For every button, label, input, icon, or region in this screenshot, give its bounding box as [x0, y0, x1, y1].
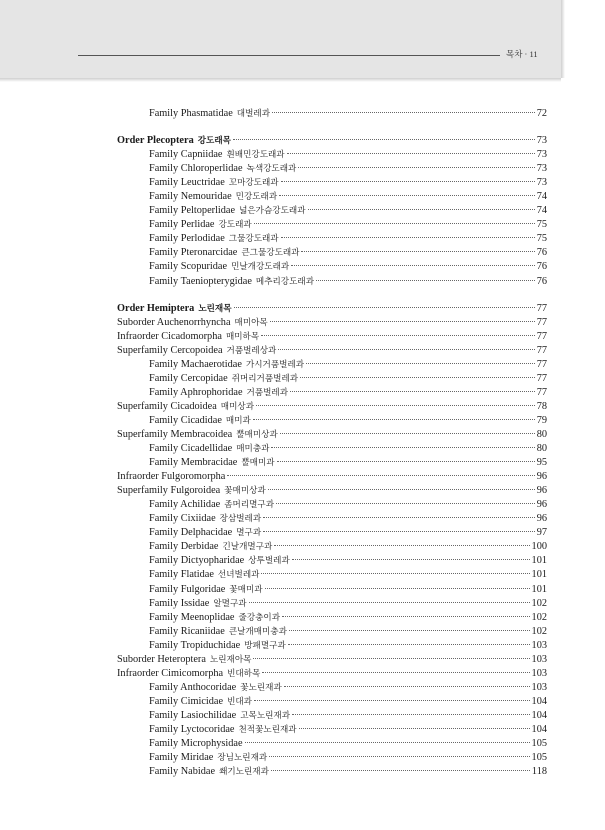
toc-dot-leader — [281, 237, 535, 238]
toc-entry-title: Infraorder Cimicomorpha — [117, 667, 224, 679]
toc-dot-leader — [288, 644, 530, 645]
toc-entry[interactable] — [117, 568, 547, 582]
toc-entry-title: Family Cicadidae — [149, 414, 222, 426]
toc-entry-title: Family Peltoperlidae — [149, 205, 236, 217]
toc-entry-korean-name: 꽃노린재과 — [240, 682, 282, 693]
toc-dot-leader — [234, 307, 535, 308]
toc-entry[interactable] — [117, 260, 547, 274]
toc-page-number: 105 — [531, 752, 547, 764]
header-shadow — [0, 78, 561, 82]
toc-entry-korean-name: 줄강충이과 — [238, 612, 281, 623]
toc-dot-leader — [261, 335, 535, 336]
toc-entry-title: Family Chloroperlidae — [149, 163, 243, 175]
toc-dot-leader — [263, 517, 535, 518]
toc-entry-title: Family Nemouridae — [149, 191, 232, 203]
toc-entry-korean-name: 쐐기노린재과 — [219, 767, 269, 778]
toc-entry-title: Superfamily Fulgoroidea — [117, 485, 221, 497]
toc-dot-leader — [300, 377, 535, 378]
toc-entry[interactable] — [117, 316, 547, 330]
toc-page-number: 77 — [536, 316, 547, 328]
toc-dot-leader — [233, 139, 535, 140]
toc-dot-leader — [282, 616, 530, 617]
toc-dot-leader — [256, 405, 535, 406]
toc-dot-leader — [292, 559, 530, 560]
toc-entry-korean-name: 넓은가슴강도래과 — [239, 206, 306, 217]
toc-page-number: 101 — [531, 555, 547, 567]
toc-entry-korean-name: 가시거품벌레과 — [245, 359, 305, 370]
toc-entry[interactable] — [117, 498, 547, 512]
toc-entry-korean-name: 장님노린재과 — [217, 753, 268, 764]
toc-entry-korean-name: 강도래과 — [218, 220, 252, 231]
toc-entry-title: Family Microphysidae — [149, 738, 243, 750]
toc-dot-leader — [292, 714, 530, 715]
toc-dot-leader — [301, 251, 534, 252]
toc-page-number: 103 — [531, 653, 547, 665]
toc-entry[interactable] — [117, 134, 547, 148]
toc-dot-leader — [290, 391, 535, 392]
toc-entry-korean-name: 노린재아목 — [209, 654, 252, 665]
toc-dot-leader — [263, 531, 535, 532]
toc-entry-korean-name: 뿔매미상과 — [236, 429, 278, 440]
toc-entry-title: Family Fulgoridae — [149, 583, 226, 595]
toc-page-number: 103 — [531, 639, 547, 651]
toc-entry-korean-name: 거품벌레상과 — [226, 345, 277, 356]
toc-entry[interactable] — [117, 302, 547, 316]
toc-entry-korean-name: 강도래목 — [197, 136, 231, 147]
toc-entry-korean-name: 매미하목 — [225, 331, 260, 342]
toc-entry[interactable] — [117, 709, 547, 723]
toc-dot-leader — [278, 349, 534, 350]
toc-page-number: 73 — [536, 177, 547, 189]
toc-entry[interactable] — [117, 218, 547, 232]
toc-dot-leader — [316, 280, 535, 281]
toc-entry[interactable] — [117, 540, 547, 554]
toc-entry-korean-name: 흰배민강도래과 — [226, 150, 285, 161]
toc-entry-title: Family Meenoplidae — [149, 611, 235, 623]
toc-entry[interactable] — [117, 597, 547, 611]
toc-page-number: 75 — [536, 219, 547, 231]
toc-entry-title: Family Cixiidae — [149, 513, 216, 525]
toc-page-number: 104 — [531, 695, 547, 707]
toc-page-number: 96 — [536, 471, 547, 483]
toc-page-number: 77 — [536, 330, 547, 342]
toc-entry-korean-name: 민날개강도래과 — [231, 262, 290, 273]
toc-page-number: 101 — [531, 583, 547, 595]
toc-page-number: 76 — [536, 247, 547, 259]
toc-entry-korean-name: 그물강도래과 — [228, 234, 279, 245]
toc-entry-title: Family Pteronarcidae — [149, 247, 238, 259]
header-edge-shadow — [561, 0, 565, 78]
toc-page-number: 73 — [536, 163, 547, 175]
toc-entry-title: Family Ricaniidae — [149, 625, 225, 637]
toc-entry[interactable] — [117, 653, 547, 667]
toc-entry-korean-name: 천적꽃노린재과 — [238, 724, 297, 735]
toc-entry-title: Order Plecoptera — [117, 135, 194, 147]
toc-entry[interactable] — [117, 176, 547, 190]
toc-dot-leader — [227, 475, 534, 476]
toc-entry[interactable] — [117, 765, 547, 779]
toc-dot-leader — [268, 489, 535, 490]
toc-page-number: 79 — [536, 414, 547, 426]
toc-entry-korean-name: 대벌레과 — [236, 109, 271, 119]
toc-entry-korean-name: 거품벌레과 — [246, 387, 289, 398]
toc-page-number: 105 — [531, 738, 547, 750]
toc-page-number: 102 — [531, 625, 547, 637]
toc-entry[interactable] — [117, 737, 547, 751]
header-rule — [78, 55, 500, 56]
toc-entry[interactable] — [117, 526, 547, 540]
toc-dot-leader — [274, 545, 529, 546]
toc-dot-leader — [253, 658, 529, 659]
toc-entry-title: Order Hemiptera — [117, 302, 195, 314]
toc-entry-title: Family Perlidae — [149, 219, 215, 231]
toc-dot-leader — [245, 742, 530, 743]
toc-entry-korean-name: 고목노린재과 — [240, 710, 291, 721]
toc-page-number: 74 — [536, 191, 547, 203]
toc-entry-title: Superfamily Membracoidea — [117, 428, 233, 440]
toc-entry[interactable] — [117, 639, 547, 653]
toc-dot-leader — [276, 503, 535, 504]
toc-page-number: 103 — [531, 681, 547, 693]
toc-entry-title: Family Cimicidae — [149, 695, 224, 707]
toc-entry-title: Family Anthocoridae — [149, 681, 237, 693]
toc-dot-leader — [299, 728, 530, 729]
toc-page-number: 73 — [536, 149, 547, 161]
toc-entry[interactable] — [117, 148, 547, 162]
toc-entry-title: Superfamily Cicadoidea — [117, 400, 217, 412]
toc-entry[interactable] — [117, 330, 547, 344]
toc-entry-title: Suborder Heteroptera — [117, 653, 206, 665]
toc-entry-korean-name: 멸구과 — [236, 528, 262, 539]
toc-entry-title: Family Leuctridae — [149, 177, 225, 189]
toc-page-number: 104 — [531, 709, 547, 721]
toc-page-number: 102 — [531, 611, 547, 623]
toc-dot-leader — [249, 602, 530, 603]
toc-entry[interactable] — [117, 428, 547, 442]
toc-entry-title: Family Lyctocoridae — [149, 723, 235, 735]
toc-entry[interactable] — [117, 484, 547, 498]
toc-dot-leader — [261, 573, 529, 574]
toc-dot-leader — [265, 588, 530, 589]
toc-dot-leader — [254, 700, 530, 701]
toc-entry-korean-name: 꽃매미상과 — [224, 486, 266, 497]
toc-page-number: 77 — [536, 358, 547, 370]
toc-page-number: 96 — [536, 499, 547, 511]
toc-entry[interactable] — [117, 611, 547, 625]
toc-entry-korean-name: 매미충과 — [236, 444, 270, 455]
toc-entry[interactable] — [117, 107, 547, 121]
toc-entry[interactable] — [117, 456, 547, 470]
toc-entry-korean-name: 큰그물강도래과 — [241, 248, 300, 259]
toc-entry-korean-name: 노린재목 — [198, 303, 232, 314]
toc-dot-leader — [279, 195, 535, 196]
toc-page-number: 100 — [531, 541, 547, 553]
toc-entry-title: Infraorder Cicadomorpha — [117, 330, 222, 342]
toc-entry[interactable] — [117, 723, 547, 737]
toc-entry-korean-name: 뿔매미과 — [241, 458, 275, 469]
toc-page-number: 101 — [531, 569, 547, 581]
toc-page-number: 77 — [536, 344, 547, 356]
toc-dot-leader — [281, 181, 535, 182]
toc-page-number: 77 — [536, 372, 547, 384]
toc-entry-korean-name: 긴날개멸구과 — [222, 542, 273, 553]
toc-entry[interactable] — [117, 512, 547, 526]
toc-entry-title: Family Flatidae — [149, 569, 214, 581]
toc-entry-korean-name: 메추리강도래과 — [255, 276, 315, 287]
toc-entry-title: Family Dictyopharidae — [149, 555, 245, 567]
toc-page-number: 80 — [536, 443, 547, 455]
toc-entry-korean-name: 녹색강도래과 — [246, 164, 297, 175]
toc-entry[interactable] — [117, 681, 547, 695]
toc-entry-korean-name: 장삼벌레과 — [219, 514, 262, 525]
toc-dot-leader — [272, 112, 535, 113]
toc-entry-title: Family Scopuridae — [149, 261, 228, 273]
toc-entry-korean-name: 상투벌레과 — [248, 556, 290, 567]
toc-entry-title: Infraorder Fulgoromorpha — [117, 471, 226, 483]
toc-dot-leader — [277, 461, 535, 462]
toc-entry-korean-name: 빈대하목 — [227, 668, 261, 679]
toc-dot-leader — [253, 419, 535, 420]
toc-dot-leader — [306, 363, 535, 364]
toc-entry-title: Family Aphrophoridae — [149, 386, 243, 398]
toc-page-number: 75 — [536, 233, 547, 245]
toc-dot-leader — [262, 672, 529, 673]
toc-entry[interactable] — [117, 667, 547, 681]
toc-entry-title: Family Nabidae — [149, 766, 216, 778]
toc-entry-korean-name: 좀머리멸구과 — [224, 500, 275, 511]
toc-entry[interactable] — [117, 162, 547, 176]
toc-page-number: 95 — [536, 457, 547, 469]
toc-dot-leader — [254, 223, 535, 224]
toc-page-number: 97 — [536, 527, 547, 539]
toc-entry-korean-name: 매미과 — [225, 415, 251, 426]
toc-entry[interactable] — [117, 470, 547, 484]
toc-entry[interactable] — [117, 386, 547, 400]
toc-entry-korean-name: 쥐머리거품벌레과 — [231, 373, 299, 384]
toc-entry-title: Family Perlodidae — [149, 233, 225, 245]
toc-entry-korean-name: 빈대과 — [227, 696, 252, 707]
toc-entry[interactable] — [117, 695, 547, 709]
toc-page-number: 78 — [536, 400, 547, 412]
toc-dot-leader — [291, 265, 535, 266]
toc-entry-title: Family Tropiduchidae — [149, 639, 241, 651]
toc-page-number: 73 — [536, 135, 547, 147]
toc-page-number: 74 — [536, 205, 547, 217]
toc-entry[interactable] — [117, 554, 547, 568]
toc-entry[interactable] — [117, 400, 547, 414]
toc-entry-title: Family Phasmatidae — [149, 108, 233, 119]
toc-entry[interactable] — [117, 190, 547, 204]
toc-entry[interactable] — [117, 625, 547, 639]
header-band — [0, 0, 561, 78]
toc-entry-title: Family Membracidae — [149, 457, 238, 469]
toc-page-number: 102 — [531, 597, 547, 609]
page-label: 목차 · 11 — [506, 49, 538, 59]
toc-dot-leader — [298, 167, 534, 168]
toc-page-number: 96 — [536, 513, 547, 525]
toc-entry-title: Suborder Auchenorrhyncha — [117, 316, 231, 328]
toc-entry[interactable] — [117, 275, 547, 289]
toc-page-number: 80 — [536, 428, 547, 440]
toc-page-number: 96 — [536, 485, 547, 497]
toc-entry-title: Family Delphacidae — [149, 527, 233, 539]
toc-entry[interactable] — [117, 414, 547, 428]
toc-entry[interactable] — [117, 246, 547, 260]
toc-entry[interactable] — [117, 358, 547, 372]
toc-entry-korean-name: 꼬마강도래과 — [228, 178, 279, 189]
toc-page-number: 77 — [536, 386, 547, 398]
toc-entry-title: Superfamily Cercopoidea — [117, 344, 223, 356]
toc-entry[interactable] — [117, 204, 547, 218]
toc-page-number: 76 — [536, 261, 547, 273]
toc-entry-title: Family Achilidae — [149, 499, 221, 511]
toc-dot-leader — [270, 321, 535, 322]
toc-entry-korean-name: 민강도래과 — [235, 192, 278, 203]
toc-entry-title: Family Taeniopterygidae — [149, 275, 252, 287]
toc-entry[interactable] — [117, 751, 547, 765]
toc-dot-leader — [269, 756, 529, 757]
toc-entry-title: Family Issidae — [149, 597, 210, 609]
toc-entry-korean-name: 매미아목 — [234, 317, 268, 328]
toc-page-number: 118 — [531, 766, 547, 778]
toc-dot-leader — [308, 209, 535, 210]
toc-page-number: 76 — [536, 275, 547, 287]
toc-entry-korean-name: 큰날개매미충과 — [228, 626, 287, 637]
toc-entry-korean-name: 선녀벌레과 — [217, 570, 260, 581]
toc-page-number: 72 — [536, 108, 547, 119]
toc-entry[interactable] — [117, 583, 547, 597]
toc-dot-leader — [284, 686, 530, 687]
toc-entry-korean-name: 매미상과 — [220, 401, 255, 412]
toc-entry-korean-name: 방패멸구과 — [244, 640, 286, 651]
toc-entry-title: Family Cicadellidae — [149, 443, 233, 455]
toc-entry-title: Family Machaerotidae — [149, 358, 242, 370]
toc-entry[interactable] — [117, 344, 547, 358]
toc-dot-leader — [271, 770, 530, 771]
toc-entry-title: Family Cercopidae — [149, 372, 228, 384]
toc-dot-leader — [289, 630, 530, 631]
toc-entry[interactable] — [117, 442, 547, 456]
toc-entry-title: Family Miridae — [149, 752, 214, 764]
toc-dot-leader — [287, 153, 535, 154]
toc-dot-leader — [280, 433, 535, 434]
toc-page-number: 103 — [531, 667, 547, 679]
table-of-contents — [117, 107, 547, 779]
toc-entry-title: Family Derbidae — [149, 541, 219, 553]
toc-entry-title: Family Lasiochilidae — [149, 709, 237, 721]
toc-entry-korean-name: 알멸구과 — [213, 598, 247, 609]
toc-entry-title: Family Capniidae — [149, 149, 223, 161]
toc-page-number: 104 — [531, 723, 547, 735]
toc-entry-korean-name: 꽃매미과 — [229, 584, 263, 595]
toc-page-number: 77 — [536, 302, 547, 314]
toc-entry[interactable] — [117, 232, 547, 246]
toc-entry[interactable] — [117, 372, 547, 386]
toc-dot-leader — [271, 447, 534, 448]
